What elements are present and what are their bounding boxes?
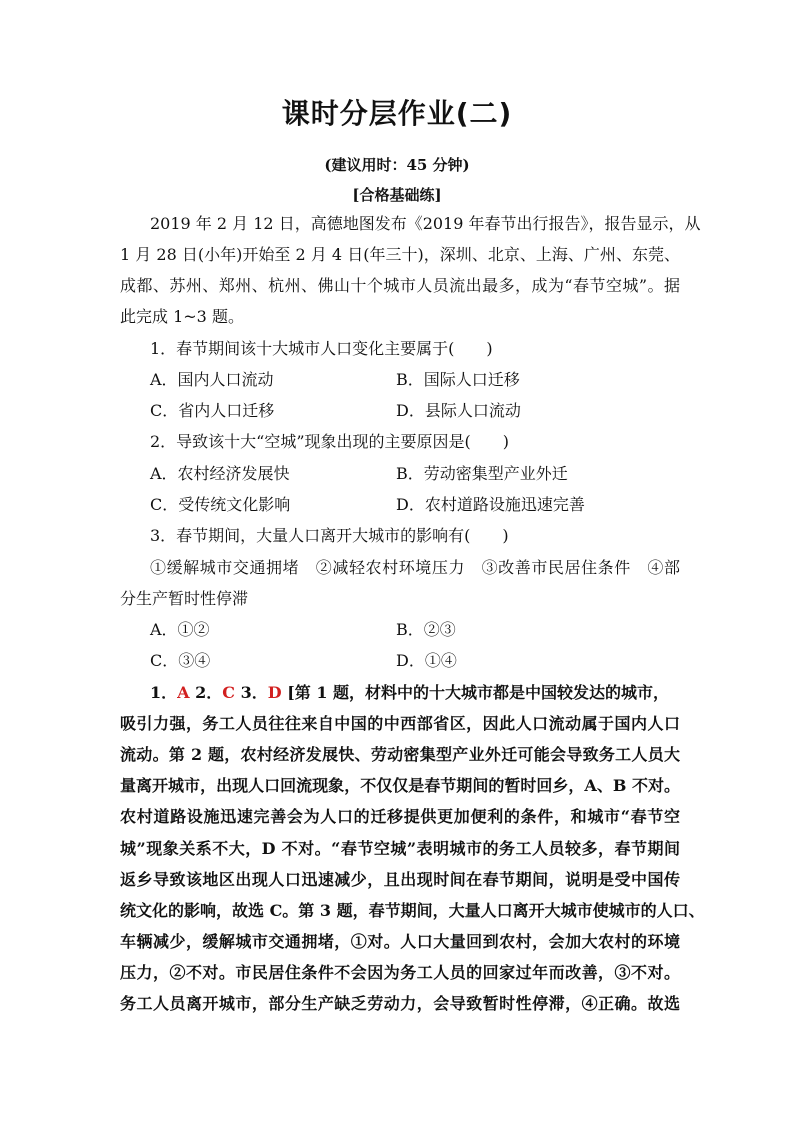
question-stem: 1．春节期间该十大城市人口变化主要属于( ) [150,339,493,358]
option-b: B．国际人口迁移 [396,370,520,389]
explanation-line: 量离开城市，出现人口回流现象，不仅仅是春节期间的暂时回乡，A、B 不对。 [120,776,680,795]
passage-line: 成都、苏州、郑州、杭州、佛山十个城市人员流出最多，成为“春节空城”。据 [120,276,680,295]
page-title: 课时分层作业(二) [281,97,513,130]
explanation-text: [第 1 题，材料中的十大城市都是中国较发达的城市， [287,683,670,702]
option-a: A．①② [150,620,210,639]
explanation-line: 吸引力强，务工人员往往来自中国的中西部省区，因此人口流动属于国内人口 [120,714,680,733]
section-label: [合格基础练] [352,186,442,204]
option-a: A．农村经济发展快 [150,464,290,483]
answer-3: D [267,683,282,702]
option-d: D．县际人口流动 [396,401,521,420]
answer-1: A [177,683,190,702]
explanation-line: 统文化的影响，故选 C。第 3 题，春节期间，大量人口离开大城市使城市的人口、 [120,901,705,920]
explanation-line: 压力，②不对。市民居住条件不会因为务工人员的回家过年而改善，③不对。 [120,963,680,982]
option-d: D．农村道路设施迅速完善 [396,495,585,514]
answer-number: 1． [150,683,178,702]
option-c: C．省内人口迁移 [150,401,275,420]
passage-line: 此完成 1~3 题。 [120,307,244,326]
question-stem-line: 分生产暂时性停滞 [120,589,249,608]
option-a: A．国内人口流动 [150,370,274,389]
question-stem: 3．春节期间，大量人口离开大城市的影响有( ) [150,526,509,545]
explanation-line: 务工人员离开城市，部分生产缺乏劳动力，会导致暂时性停滞，④正确。故选 [120,994,680,1013]
answer-first-line [150,682,680,704]
option-c: C．③④ [150,651,211,670]
explanation-line: 车辆减少，缓解城市交通拥堵，①对。人口大量回到农村，会加大农村的环境 [120,932,680,951]
option-d: D．①④ [396,651,457,670]
answer-number: 3． [240,683,268,702]
time-hint: (建议用时：45 分钟) [324,156,470,174]
explanation-line: 城”现象关系不大，D 不对。“春节空城”表明城市的务工人员较多，春节期间 [120,839,680,858]
option-b: B．劳动密集型产业外迁 [396,464,568,483]
answer-number: 2． [195,683,223,702]
question-stem: 2．导致该十大“空城”现象出现的主要原因是( ) [150,432,510,451]
option-c: C．受传统文化影响 [150,495,291,514]
passage-line: 2019 年 2 月 12 日，高德地图发布《2019 年春节出行报告》，报告显示，从 [150,214,701,233]
answer-2: C [222,683,236,702]
question-stem-line: ①缓解城市交通拥堵 ②减轻农村环境压力 ③改善市民居住条件 ④部 [150,558,680,577]
explanation-line: 农村道路设施迅速完善会为人口的迁移提供更加便利的条件，和城市“春节空 [120,807,680,826]
explanation-line: 返乡导致该地区出现人口迅速减少，且出现时间在春节期间，说明是受中国传 [120,870,680,889]
explanation-line: 流动。第 2 题，农村经济发展快、劳动密集型产业外迁可能会导致务工人员大 [120,745,680,764]
option-b: B．②③ [396,620,456,639]
passage-line: 1 月 28 日(小年)开始至 2 月 4 日(年三十)，深圳、北京、上海、广州、东莞、 [120,245,680,264]
